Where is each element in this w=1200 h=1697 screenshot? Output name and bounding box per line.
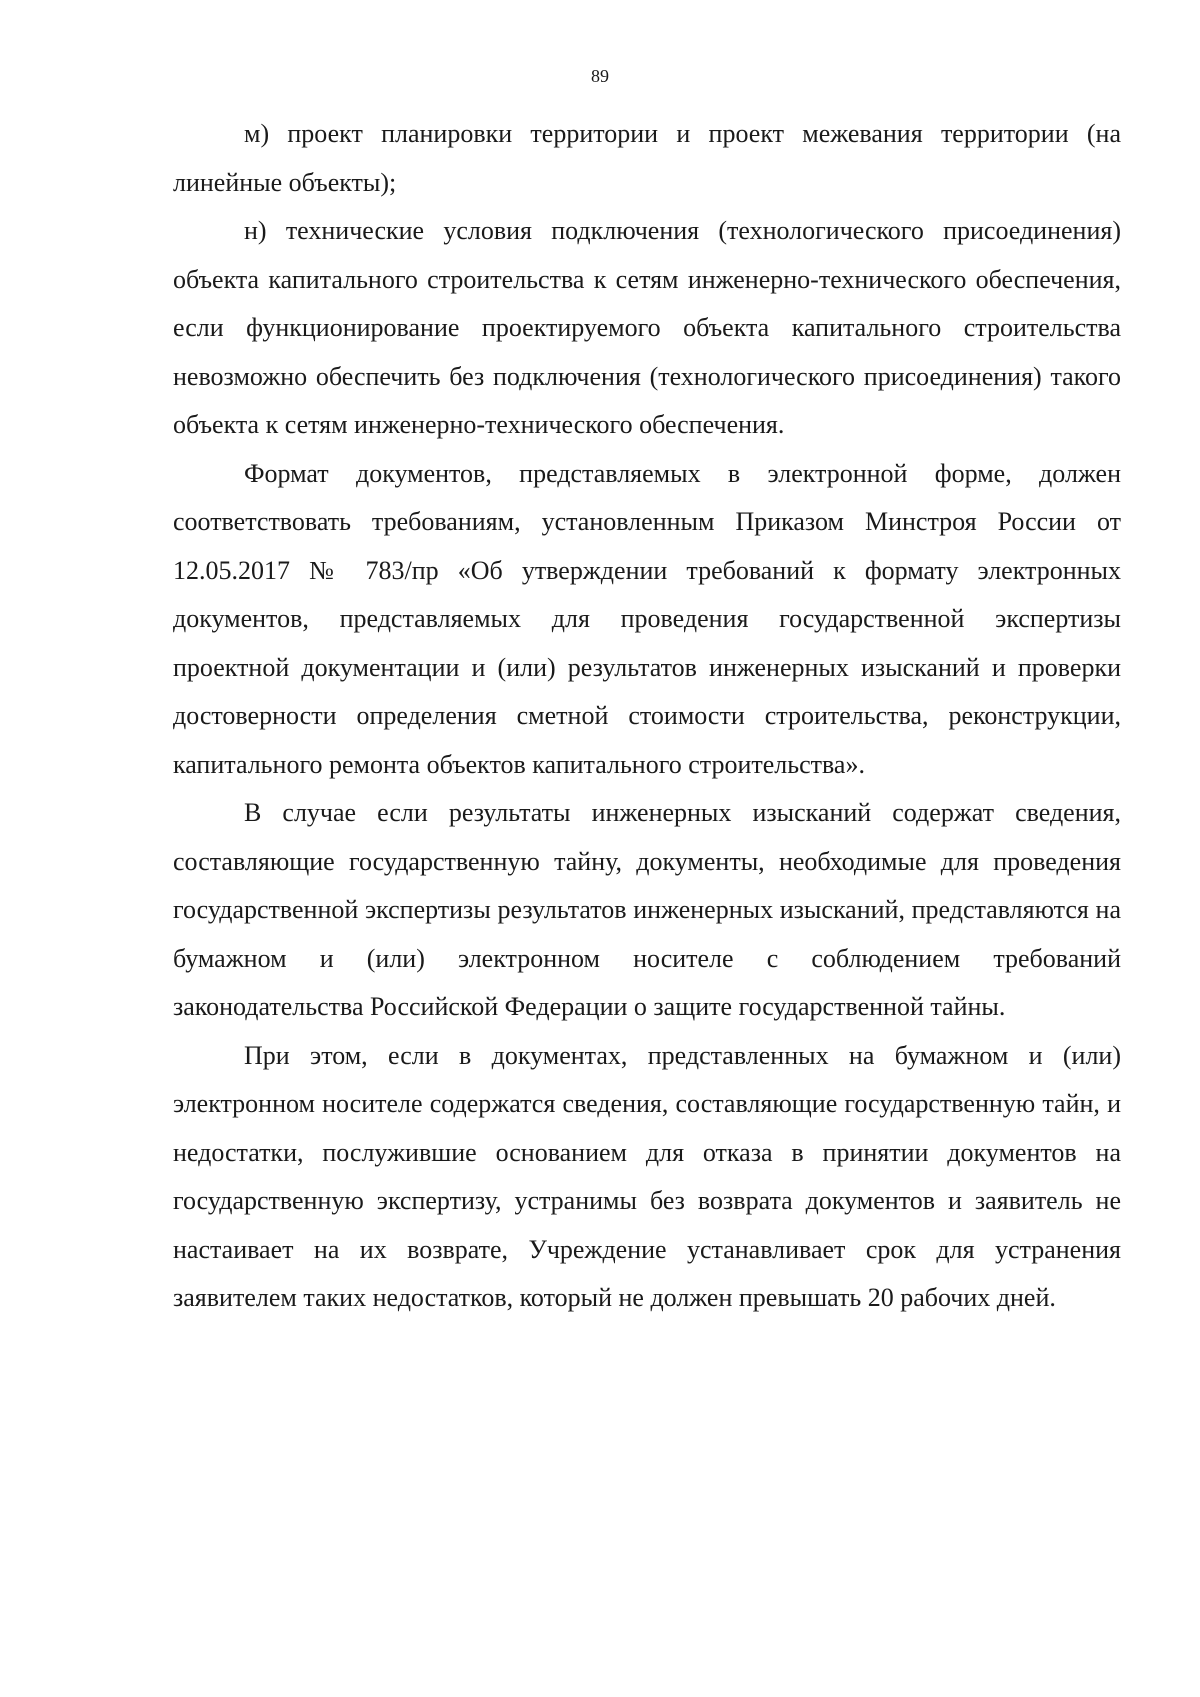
paragraph-document-format: Формат документов, представляемых в электронной форме, должен соответствовать требованиям, установленным Приказом Минстроя России от 12.05.2017 № 783/пр «Об утверждении требований к формату электронных документов, представляемых для проведения государственной экспертизы проектной документации и (или) результатов инженерных изысканий и проверки достоверности определения сметной стоимости строительства, реконструкции, капитального ремонта объектов капитального строительства».: [173, 458, 1121, 779]
paragraph-item-n: н) технические условия подключения (технологического присоединения) объекта капитального строительства к сетям инженерно-технического обеспечения, если функционирование проектируемого объекта капитального строительства невозможно обеспечить без подключения (технологического присоединения) такого объекта к сетям инженерно-технического обеспечения.: [173, 216, 1121, 439]
paragraph-item-m: м) проект планировки территории и проект межевания территории (на линейные объекты);: [173, 119, 1121, 197]
page-number: 89: [591, 66, 609, 86]
document-body: [173, 110, 1121, 1323]
paragraph-state-secret: В случае если результаты инженерных изысканий содержат сведения, составляющие государственную тайну, документы, необходимые для проведения государственной экспертизы результатов инженерных изысканий, представляются на бумажном и (или) электронном носителе с соблюдением требований законодательства Российской Федерации о защите государственной тайны.: [173, 798, 1121, 1021]
paragraph-deficiencies-term: При этом, если в документах, представленных на бумажном и (или) электронном носителе содержатся сведения, составляющие государственную тайн, и недостатки, послужившие основанием для отказа в принятии документов на государственную экспертизу, устранимы без возврата документов и заявитель не настаивает на их возврате, Учреждение устанавливает срок для устранения заявителем таких недостатков, который не должен превышать 20 рабочих дней.: [173, 1040, 1121, 1312]
